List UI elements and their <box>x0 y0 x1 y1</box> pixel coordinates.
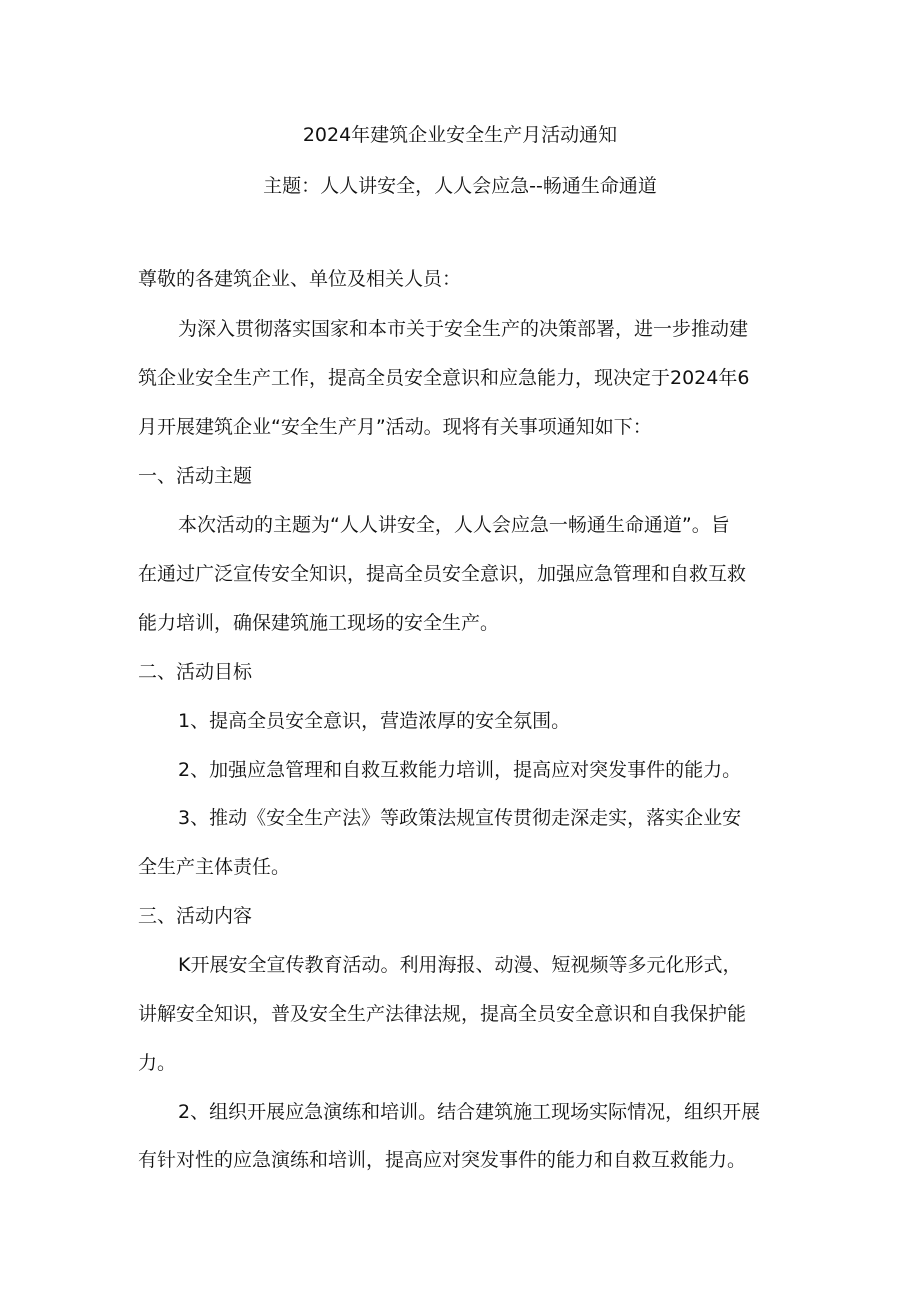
intro-line-2: 筑企业安全生产工作，提高全员安全意识和应急能力，现决定于2024年6 <box>138 367 750 389</box>
theme-line-3: 能力培训，确保建筑施工现场的安全生产。 <box>138 612 500 634</box>
intro-line-3: 月开展建筑企业“安全生产月”活动。现将有关事项通知如下： <box>138 416 652 438</box>
content-item-1-line-2: 讲解安全知识，普及安全生产法律法规，提高全员安全意识和自我保护能 <box>138 1003 747 1025</box>
theme-line-1: 本次活动的主题为“人人讲安全，人人会应急一畅通生命通道”。旨 <box>178 514 730 536</box>
section-heading-content: 三、活动内容 <box>138 905 253 927</box>
salutation: 尊敬的各建筑企业、单位及相关人员： <box>138 268 462 290</box>
section-heading-goals: 二、活动目标 <box>138 661 253 683</box>
document-subtitle: 主题：人人讲安全，人人会应急--畅通生命通道 <box>263 175 657 197</box>
goal-item-2: 2、加强应急管理和自救互救能力培训，提高应对突发事件的能力。 <box>178 759 742 781</box>
theme-line-2: 在通过广泛宣传安全知识，提高全员安全意识，加强应急管理和自救互救 <box>138 563 747 585</box>
intro-line-1: 为深入贯彻落实国家和本市关于安全生产的决策部署，进一步推动建 <box>178 318 749 340</box>
goal-item-3-line-2: 全生产主体责任。 <box>138 856 291 878</box>
goal-item-3-line-1: 3、推动《安全生产法》等政策法规宣传贯彻走深走实，落实企业安 <box>178 807 742 829</box>
goal-item-1: 1、提高全员安全意识，营造浓厚的安全氛围。 <box>178 710 571 732</box>
document-title: 2024年建筑企业安全生产月活动通知 <box>302 124 618 146</box>
content-item-2-line-2: 有针对性的应急演练和培训，提高应对突发事件的能力和自救互救能力。 <box>138 1149 747 1171</box>
content-item-2-line-1: 2、组织开展应急演练和培训。结合建筑施工现场实际情况，组织开展 <box>178 1101 761 1123</box>
content-item-1-line-3: 力。 <box>138 1052 177 1074</box>
content-item-1-line-1: K开展安全宣传教育活动。利用海报、动漫、短视频等多元化形式， <box>178 954 742 976</box>
section-heading-theme: 一、活动主题 <box>138 465 253 487</box>
